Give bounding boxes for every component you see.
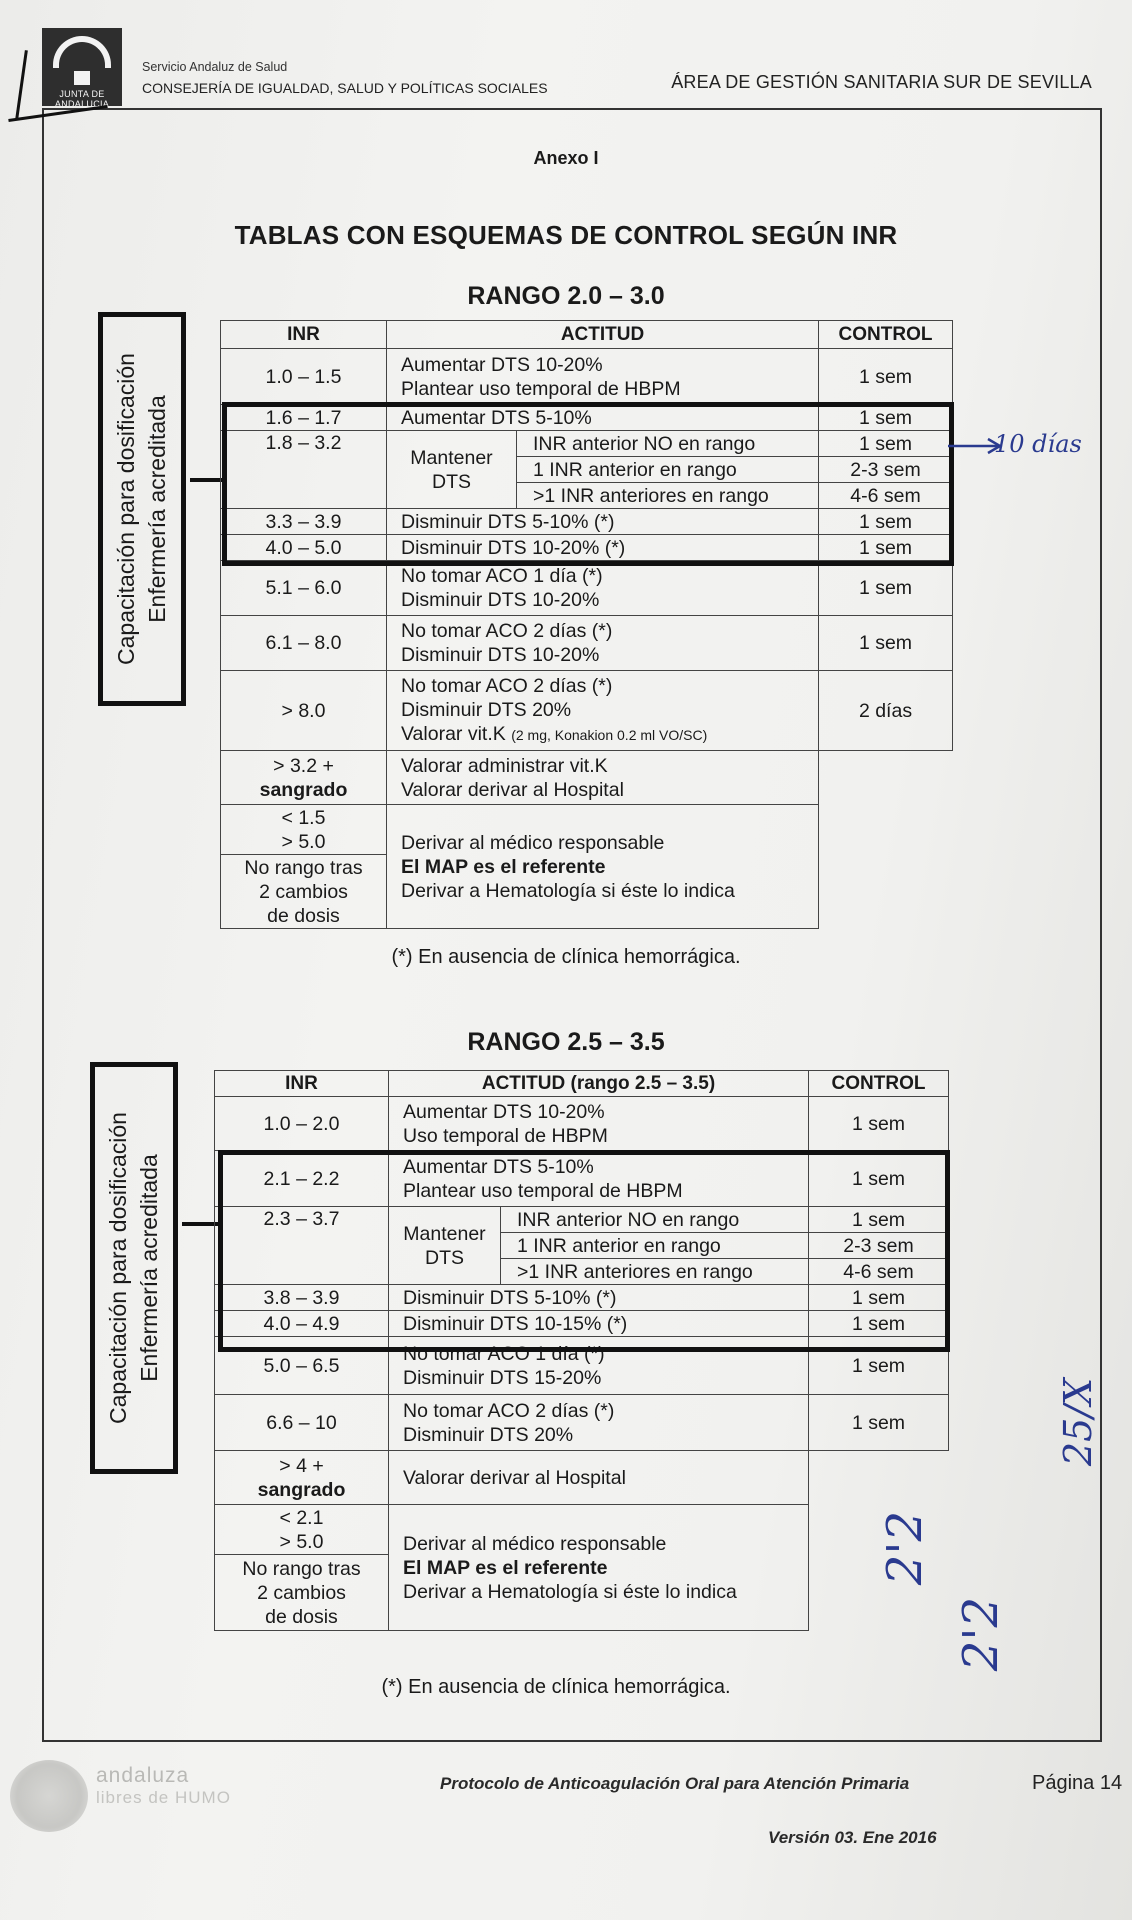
handwritten-date: 25/X	[1056, 1377, 1101, 1467]
handwritten-mark: 2'2	[877, 1510, 934, 1586]
control-cell: 4-6 sem	[819, 483, 953, 509]
inr-cell: 5.0 – 6.5	[215, 1337, 389, 1395]
control-cell: 1 sem	[819, 431, 953, 457]
actitud-cell: No tomar ACO 2 días (*) Disminuir DTS 10-20%	[387, 616, 819, 671]
control-cell: 2-3 sem	[819, 457, 953, 483]
inr-cell: > 4 + sangrado	[215, 1451, 389, 1505]
actitud-cell: Aumentar DTS 5-10%	[387, 405, 819, 431]
control-cell: 1 sem	[819, 561, 953, 616]
header-control: CONTROL	[809, 1071, 949, 1097]
side-label-line2: Enfermería acreditada	[144, 395, 170, 623]
control-cell: 1 sem	[819, 349, 953, 405]
header-consejeria: CONSEJERÍA DE IGUALDAD, SALUD Y POLÍTICAS SOCIALES	[142, 80, 548, 96]
inr-cell: 3.8 – 3.9	[215, 1285, 389, 1311]
sub-condition-cell: 1 INR anterior en rango	[517, 457, 819, 483]
actitud-cell: No tomar ACO 2 días (*) Disminuir DTS 20%	[389, 1395, 809, 1451]
handwritten-note: 10 días	[994, 430, 1082, 458]
range2-table	[214, 1070, 949, 1631]
table-row	[221, 616, 953, 671]
header-inr: INR	[215, 1071, 389, 1097]
inr-cell: < 1.5 > 5.0	[221, 805, 387, 855]
control-cell: 2 días	[819, 671, 953, 751]
control-cell: 1 sem	[809, 1207, 949, 1233]
inr-cell: No rango tras 2 cambios de dosis	[221, 855, 387, 929]
actitud-cell: Derivar al médico responsable El MAP es el referente Derivar a Hematología si éste lo indica	[387, 805, 819, 929]
inr-cell: < 2.1 > 5.0	[215, 1505, 389, 1555]
table-row	[221, 805, 953, 855]
control-cell: 1 sem	[809, 1151, 949, 1207]
inr-cell: > 3.2 + sangrado	[221, 751, 387, 805]
control-cell: 1 sem	[809, 1285, 949, 1311]
table-row	[215, 1285, 949, 1311]
footer-brand: andaluza	[96, 1764, 190, 1787]
page-title: TABLAS CON ESQUEMAS DE CONTROL SEGÚN INR	[234, 220, 898, 250]
table-row	[215, 1207, 949, 1233]
control-cell: 4-6 sem	[809, 1259, 949, 1285]
control-cell: 1 sem	[819, 535, 953, 561]
table-row	[221, 671, 953, 751]
actitud-cell: No tomar ACO 1 día (*) Disminuir DTS 15-20%	[389, 1337, 809, 1395]
control-cell: 1 sem	[819, 405, 953, 431]
header-area: ÁREA DE GESTIÓN SANITARIA SUR DE SEVILLA	[671, 72, 1092, 92]
table-row	[215, 1395, 949, 1451]
table-row	[221, 431, 953, 457]
control-cell: 2-3 sem	[809, 1233, 949, 1259]
inr-cell: 4.0 – 5.0	[221, 535, 387, 561]
sub-condition-cell: INR anterior NO en rango	[517, 431, 819, 457]
actitud-cell: Aumentar DTS 10-20% Uso temporal de HBPM	[389, 1097, 809, 1151]
table-row	[221, 751, 953, 805]
range2-connector	[182, 1222, 218, 1226]
inr-cell: 6.6 – 10	[215, 1395, 389, 1451]
actitud-cell: No tomar ACO 2 días (*) Disminuir DTS 20% Valorar vit.K (2 mg, Konakion 0.2 ml VO/SC)	[387, 671, 819, 751]
actitud-cell: Disminuir DTS 5-10% (*)	[387, 509, 819, 535]
range1-connector	[190, 478, 224, 482]
mantener-dts-cell: Mantener DTS	[387, 431, 517, 509]
inr-cell: 5.1 – 6.0	[221, 561, 387, 616]
table-row	[221, 509, 953, 535]
actitud-cell: Aumentar DTS 5-10% Plantear uso temporal de HBPM	[389, 1151, 809, 1207]
table-row	[221, 405, 953, 431]
range1-footnote: (*) En ausencia de clínica hemorrágica.	[391, 946, 741, 968]
inr-cell: 1.6 – 1.7	[221, 405, 387, 431]
handwritten-mark: 2'2	[953, 1596, 1010, 1672]
table-row	[215, 1451, 949, 1505]
sub-condition-cell: >1 INR anteriores en rango	[501, 1259, 809, 1285]
annex-label: Anexo I	[533, 148, 599, 168]
actitud-cell: Derivar al médico responsable El MAP es el referente Derivar a Hematología si éste lo indica	[389, 1505, 809, 1631]
table-header-row	[215, 1071, 949, 1097]
side-label-line1: Capacitación para dosificación	[113, 353, 139, 665]
header-org: Servicio Andaluz de Salud	[142, 60, 288, 74]
empty-cell	[809, 1451, 949, 1505]
inr-cell: 2.1 – 2.2	[215, 1151, 389, 1207]
table-row	[215, 1151, 949, 1207]
inr-cell: 1.8 – 3.2	[221, 431, 387, 509]
actitud-cell: Disminuir DTS 10-15% (*)	[389, 1311, 809, 1337]
junta-andalucia-logo	[42, 28, 122, 106]
inr-cell: 6.1 – 8.0	[221, 616, 387, 671]
inr-cell: 1.0 – 2.0	[215, 1097, 389, 1151]
table-row	[221, 349, 953, 405]
control-cell: 1 sem	[809, 1337, 949, 1395]
header-inr: INR	[221, 321, 387, 349]
sub-condition-cell: INR anterior NO en rango	[501, 1207, 809, 1233]
table-row	[221, 561, 953, 616]
inr-cell: 3.3 – 3.9	[221, 509, 387, 535]
actitud-cell: Valorar administrar vit.K Valorar derivar al Hospital	[387, 751, 819, 805]
table-row	[215, 1337, 949, 1395]
control-cell: 1 sem	[809, 1097, 949, 1151]
header-control: CONTROL	[819, 321, 953, 349]
range1-title: RANGO 2.0 – 3.0	[467, 282, 665, 310]
range2-title: RANGO 2.5 – 3.5	[467, 1028, 665, 1056]
header-actitud: ACTITUD	[387, 321, 819, 349]
table-row	[221, 535, 953, 561]
footer-brand-sub: libres de HUMO	[96, 1788, 231, 1807]
table-header-row	[221, 321, 953, 349]
side-label-line1: Capacitación para dosificación	[105, 1112, 131, 1424]
table-row	[215, 1311, 949, 1337]
actitud-cell: Aumentar DTS 10-20% Plantear uso temporal de HBPM	[387, 349, 819, 405]
header-actitud: ACTITUD (rango 2.5 – 3.5)	[389, 1071, 809, 1097]
table-row	[215, 1505, 949, 1555]
control-cell: 1 sem	[819, 616, 953, 671]
control-cell: 1 sem	[809, 1311, 949, 1337]
side-label-line2: Enfermería acreditada	[136, 1154, 162, 1382]
inr-cell: No rango tras 2 cambios de dosis	[215, 1555, 389, 1631]
footer-version: Versión 03. Ene 2016	[768, 1828, 937, 1847]
range2-footnote: (*) En ausencia de clínica hemorrágica.	[381, 1676, 731, 1698]
sub-condition-cell: 1 INR anterior en rango	[501, 1233, 809, 1259]
pen-stroke	[15, 50, 28, 120]
inr-cell: 1.0 – 1.5	[221, 349, 387, 405]
control-cell: 1 sem	[809, 1395, 949, 1451]
page-number: Página 14	[1032, 1772, 1123, 1794]
libres-de-humo-logo	[10, 1760, 88, 1832]
empty-cell	[819, 751, 953, 805]
table-row	[215, 1097, 949, 1151]
range1-side-label	[98, 312, 186, 706]
control-cell: 1 sem	[819, 509, 953, 535]
inr-cell: 2.3 – 3.7	[215, 1207, 389, 1285]
inr-cell: 4.0 – 4.9	[215, 1311, 389, 1337]
mantener-dts-cell: Mantener DTS	[389, 1207, 501, 1285]
range1-table	[220, 320, 953, 929]
empty-cell	[819, 805, 953, 929]
actitud-cell: Disminuir DTS 5-10% (*)	[389, 1285, 809, 1311]
logo-text: JUNTA DE ANDALUCIA	[54, 89, 110, 106]
range2-side-label	[90, 1062, 178, 1474]
actitud-cell: No tomar ACO 1 día (*) Disminuir DTS 10-20%	[387, 561, 819, 616]
actitud-cell: Valorar derivar al Hospital	[389, 1451, 809, 1505]
sub-condition-cell: >1 INR anteriores en rango	[517, 483, 819, 509]
actitud-cell: Disminuir DTS 10-20% (*)	[387, 535, 819, 561]
footer-protocol: Protocolo de Anticoagulación Oral para Atención Primaria	[440, 1774, 910, 1793]
inr-cell: > 8.0	[221, 671, 387, 751]
